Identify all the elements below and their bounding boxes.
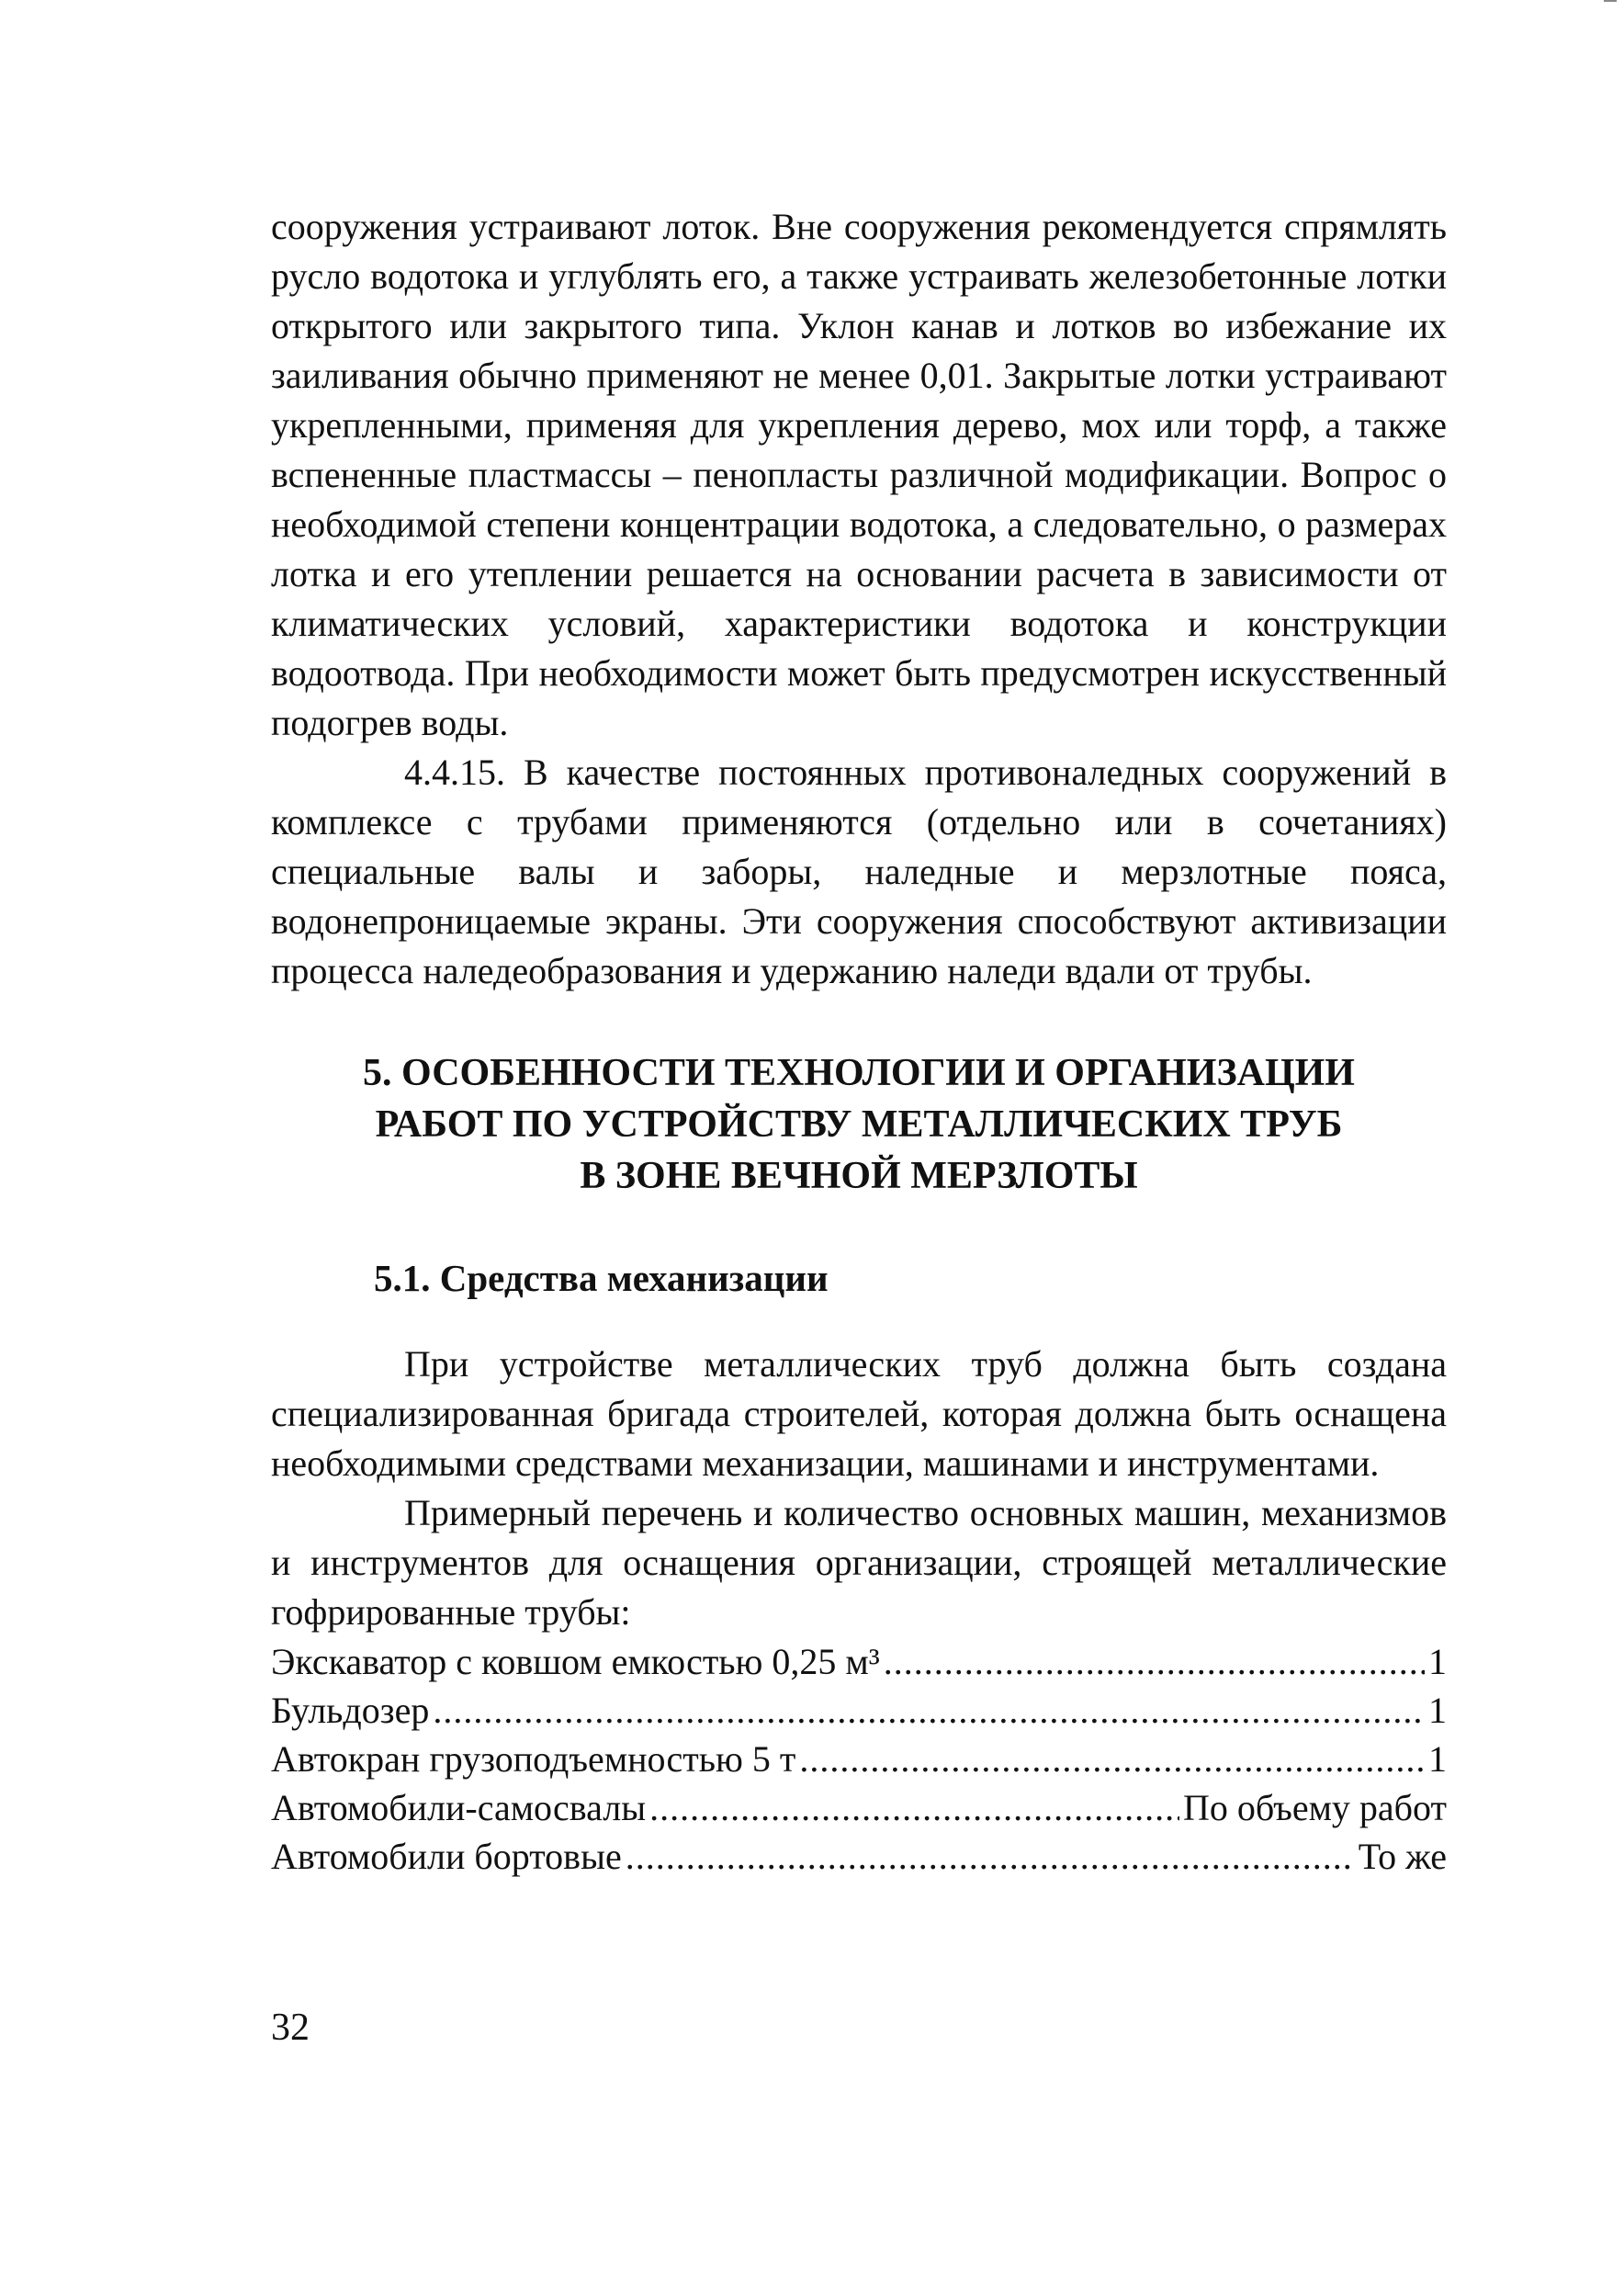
section-heading-line-2: РАБОТ ПО УСТРОЙСТВУ МЕТАЛЛИЧЕСКИХ ТРУБ [375, 1103, 1343, 1146]
list-item [271, 1637, 1447, 1686]
equipment-name: Экскаватор с ковшом емкостью 0,25 м³ [271, 1641, 880, 1682]
section-heading-line-1: 5. ОСОБЕННОСТИ ТЕХНОЛОГИИ И ОРГАНИЗАЦИИ [363, 1052, 1355, 1094]
equipment-name: Бульдозер [271, 1690, 430, 1731]
paragraph-brigade: При устройстве металлических труб должна быть создана специализированная бригада строителей, которая должна быть оснащена необходимыми средствами механизации, машинами и инструментами. [271, 1343, 1447, 1484]
dot-leader [626, 1832, 1355, 1881]
equipment-name: Автокран грузоподъемностью 5 т [271, 1738, 796, 1780]
equipment-quantity: 1 [1428, 1738, 1447, 1780]
dot-leader [433, 1686, 1425, 1735]
section-heading-line-3: В ЗОНЕ ВЕЧНОЙ МЕРЗЛОТЫ [580, 1155, 1138, 1197]
scan-corner-mark [1604, 0, 1617, 7]
equipment-name: Автомобили-самосвалы [271, 1787, 647, 1828]
list-item [271, 1832, 1447, 1881]
dot-leader [799, 1735, 1425, 1783]
dot-leader [649, 1783, 1179, 1832]
paragraph-4-4-15: 4.4.15. В качестве постоянных противоналедных сооружений в комплексе с трубами применяются (отдельно или в сочетаниях) специальные валы и заборы, наледные и мерзлотные пояса, водонепроницаемые экраны. Эти сооружения способствуют активизации процесса наледеобразования и удержанию наледи вдали от трубы. [271, 752, 1447, 991]
paragraph-continued: сооружения устраивают лоток. Вне сооружения рекомендуется спрямлять русло водотока и углублять его, а также устраивать железобетонные лотки открытого или закрытого типа. Уклон канав и лотков во избежание их заиливания обычно применяют не менее 0,01. Закрытые лотки устраивают укрепленными, применяя для укрепления дерево, мох или торф, а также вспененные пластмассы – пенопласты различной модификации. Вопрос о необходимой степени концентрации водотока, а следовательно, о размерах лотка и его утеплении решается на основании расчета в зависимости от климатических условий, характеристики водотока и конструкции водоотвода. При необходимости может быть предусмотрен искусственный подогрев воды. [271, 206, 1447, 743]
list-item [271, 1686, 1447, 1735]
equipment-quantity: 1 [1428, 1641, 1447, 1682]
list-item [271, 1783, 1447, 1832]
equipment-list [271, 1637, 1447, 1881]
equipment-quantity: 1 [1428, 1690, 1447, 1731]
subsection-heading: 5.1. Средства механизации [374, 1257, 829, 1299]
page-body [271, 202, 1447, 1881]
list-item [271, 1735, 1447, 1783]
dot-leader [884, 1637, 1425, 1686]
page-number: 32 [271, 2007, 310, 2049]
equipment-quantity: По объему работ [1182, 1787, 1447, 1828]
equipment-quantity: То же [1358, 1836, 1447, 1877]
section-heading [271, 1047, 1447, 1202]
paragraph-list-intro: Примерный перечень и количество основных машин, механизмов и инструментов для оснащения организации, строящей металлические гофрированные трубы: [271, 1492, 1447, 1633]
equipment-name: Автомобили бортовые [271, 1836, 622, 1877]
